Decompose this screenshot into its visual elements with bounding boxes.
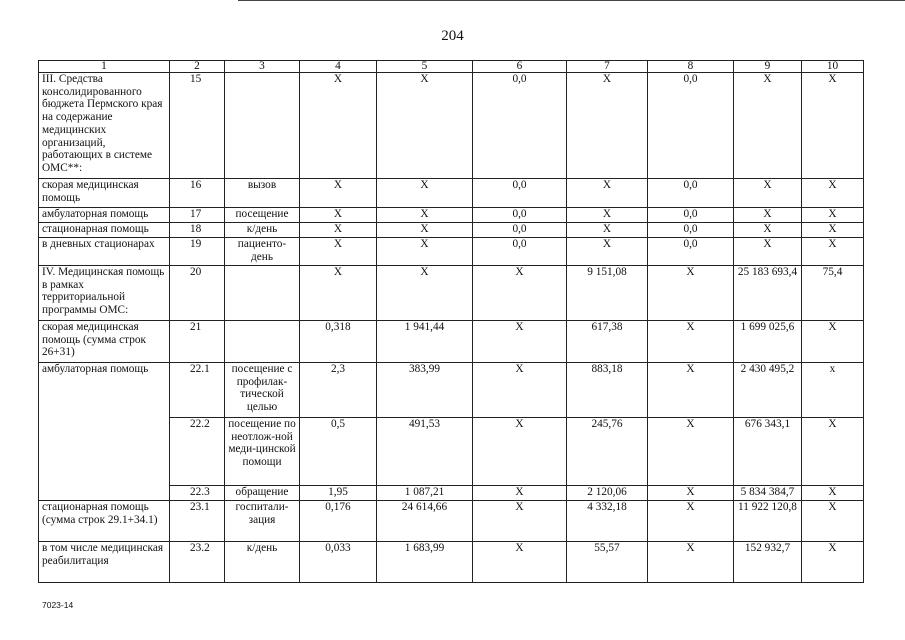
unit-cell [225,73,300,179]
value-cell: 491,53 [377,418,473,486]
table-row [39,542,864,583]
unit-cell: госпитали-зация [225,501,300,542]
value-cell: Х [567,179,648,208]
value-cell: Х [648,418,734,486]
row-code: 19 [170,238,225,266]
value-cell: 5 834 384,7 [734,486,802,501]
value-cell: Х [567,223,648,238]
value-cell: Х [734,223,802,238]
value-cell: Х [648,501,734,542]
row-label: стационарная помощь [39,223,170,238]
value-cell: 24 614,66 [377,501,473,542]
table-row [39,73,864,179]
value-cell: 1 087,21 [377,486,473,501]
row-code: 20 [170,266,225,321]
row-code: 17 [170,208,225,223]
header-cell: 3 [225,61,300,73]
value-cell: Х [473,542,567,583]
value-cell: Х [377,179,473,208]
value-cell: Х [802,501,864,542]
row-label: в дневных стационарах [39,238,170,266]
unit-cell: посещение [225,208,300,223]
row-label: стационарная помощь (сумма строк 29.1+34.1) [39,501,170,542]
unit-cell [225,321,300,363]
value-cell: Х [473,321,567,363]
value-cell: Х [300,179,377,208]
value-cell: Х [802,542,864,583]
value-cell: Х [377,238,473,266]
value-cell: 383,99 [377,363,473,418]
value-cell: Х [473,418,567,486]
value-cell: Х [802,208,864,223]
value-cell: 676 343,1 [734,418,802,486]
value-cell: 75,4 [802,266,864,321]
value-cell: Х [473,501,567,542]
data-table [38,60,864,583]
value-cell: Х [802,321,864,363]
header-cell: 6 [473,61,567,73]
row-code: 18 [170,223,225,238]
value-cell: Х [648,542,734,583]
page-top-rule [238,0,905,1]
value-cell: Х [734,179,802,208]
value-cell: 1 699 025,6 [734,321,802,363]
row-code: 22.1 [170,363,225,418]
value-cell: Х [648,486,734,501]
row-label: скорая медицинская помощь [39,179,170,208]
value-cell: 2 430 495,2 [734,363,802,418]
value-cell: 0,033 [300,542,377,583]
table-row [39,238,864,266]
value-cell: 0,318 [300,321,377,363]
value-cell: Х [802,418,864,486]
value-cell: х [802,363,864,418]
value-cell: 0,0 [473,179,567,208]
value-cell: Х [734,73,802,179]
value-cell: Х [300,238,377,266]
value-cell: 2,3 [300,363,377,418]
value-cell: 25 183 693,4 [734,266,802,321]
table-row [39,321,864,363]
value-cell: Х [802,486,864,501]
value-cell: Х [802,238,864,266]
value-cell: 0,0 [473,208,567,223]
row-label: III. Средства консолидированного бюджета Пермского края на содержание медицинских организаций, работающих в системе ОМС**: [39,73,170,179]
value-cell: Х [300,208,377,223]
row-label: в том числе медицинская реабилитация [39,542,170,583]
value-cell: Х [300,73,377,179]
value-cell: Х [567,208,648,223]
row-code: 22.2 [170,418,225,486]
row-code: 23.2 [170,542,225,583]
row-label: скорая медицинская помощь (сумма строк 26+31) [39,321,170,363]
value-cell: 4 332,18 [567,501,648,542]
unit-cell: посещение по неотлож-ной меди-цинской помощи [225,418,300,486]
value-cell: 0,176 [300,501,377,542]
unit-cell: к/день [225,223,300,238]
value-cell: Х [567,73,648,179]
value-cell: Х [648,363,734,418]
value-cell: Х [377,73,473,179]
unit-cell [225,266,300,321]
header-cell: 7 [567,61,648,73]
header-cell: 10 [802,61,864,73]
unit-cell: пациенто-день [225,238,300,266]
value-cell: Х [377,208,473,223]
value-cell: Х [802,179,864,208]
row-label: амбулаторная помощь [39,208,170,223]
row-code: 16 [170,179,225,208]
value-cell: 0,0 [648,73,734,179]
page-number: 204 [441,28,464,44]
value-cell: Х [473,363,567,418]
value-cell: 0,0 [473,73,567,179]
value-cell: Х [377,223,473,238]
value-cell: 0,0 [473,238,567,266]
table-row [39,363,864,418]
value-cell: Х [567,238,648,266]
footer-code: 7023-14 [42,600,74,610]
value-cell: 0,0 [648,238,734,266]
value-cell: Х [300,266,377,321]
header-cell: 1 [39,61,170,73]
value-cell: 152 932,7 [734,542,802,583]
header-cell: 4 [300,61,377,73]
table-row [39,179,864,208]
value-cell: Х [648,321,734,363]
unit-cell: к/день [225,542,300,583]
value-cell: 245,76 [567,418,648,486]
row-code: 23.1 [170,501,225,542]
value-cell: 0,0 [473,223,567,238]
row-code: 22.3 [170,486,225,501]
value-cell: 9 151,08 [567,266,648,321]
value-cell: 1 941,44 [377,321,473,363]
value-cell: 617,38 [567,321,648,363]
unit-cell: вызов [225,179,300,208]
table-row [39,266,864,321]
value-cell: 0,0 [648,223,734,238]
unit-cell: обращение [225,486,300,501]
value-cell: Х [734,208,802,223]
value-cell: Х [473,486,567,501]
value-cell: 883,18 [567,363,648,418]
table-row [39,501,864,542]
value-cell: 55,57 [567,542,648,583]
header-cell: 5 [377,61,473,73]
table-row [39,208,864,223]
row-label: амбулаторная помощь [39,363,170,501]
header-cell: 2 [170,61,225,73]
table-row [39,223,864,238]
value-cell: 2 120,06 [567,486,648,501]
value-cell: 0,0 [648,208,734,223]
value-cell: Х [473,266,567,321]
row-label: IV. Медицинская помощь в рамках территориальной программы ОМС: [39,266,170,321]
value-cell: Х [802,223,864,238]
value-cell: Х [802,73,864,179]
row-code: 21 [170,321,225,363]
row-code: 15 [170,73,225,179]
value-cell: Х [377,266,473,321]
value-cell: 0,0 [648,179,734,208]
value-cell: 1 683,99 [377,542,473,583]
value-cell: 11 922 120,8 [734,501,802,542]
header-cell: 8 [648,61,734,73]
value-cell: Х [734,238,802,266]
value-cell: 1,95 [300,486,377,501]
unit-cell: посещение с профилак-тической целью [225,363,300,418]
header-cell: 9 [734,61,802,73]
value-cell: 0,5 [300,418,377,486]
value-cell: Х [648,266,734,321]
value-cell: Х [300,223,377,238]
column-number-row [39,61,864,73]
